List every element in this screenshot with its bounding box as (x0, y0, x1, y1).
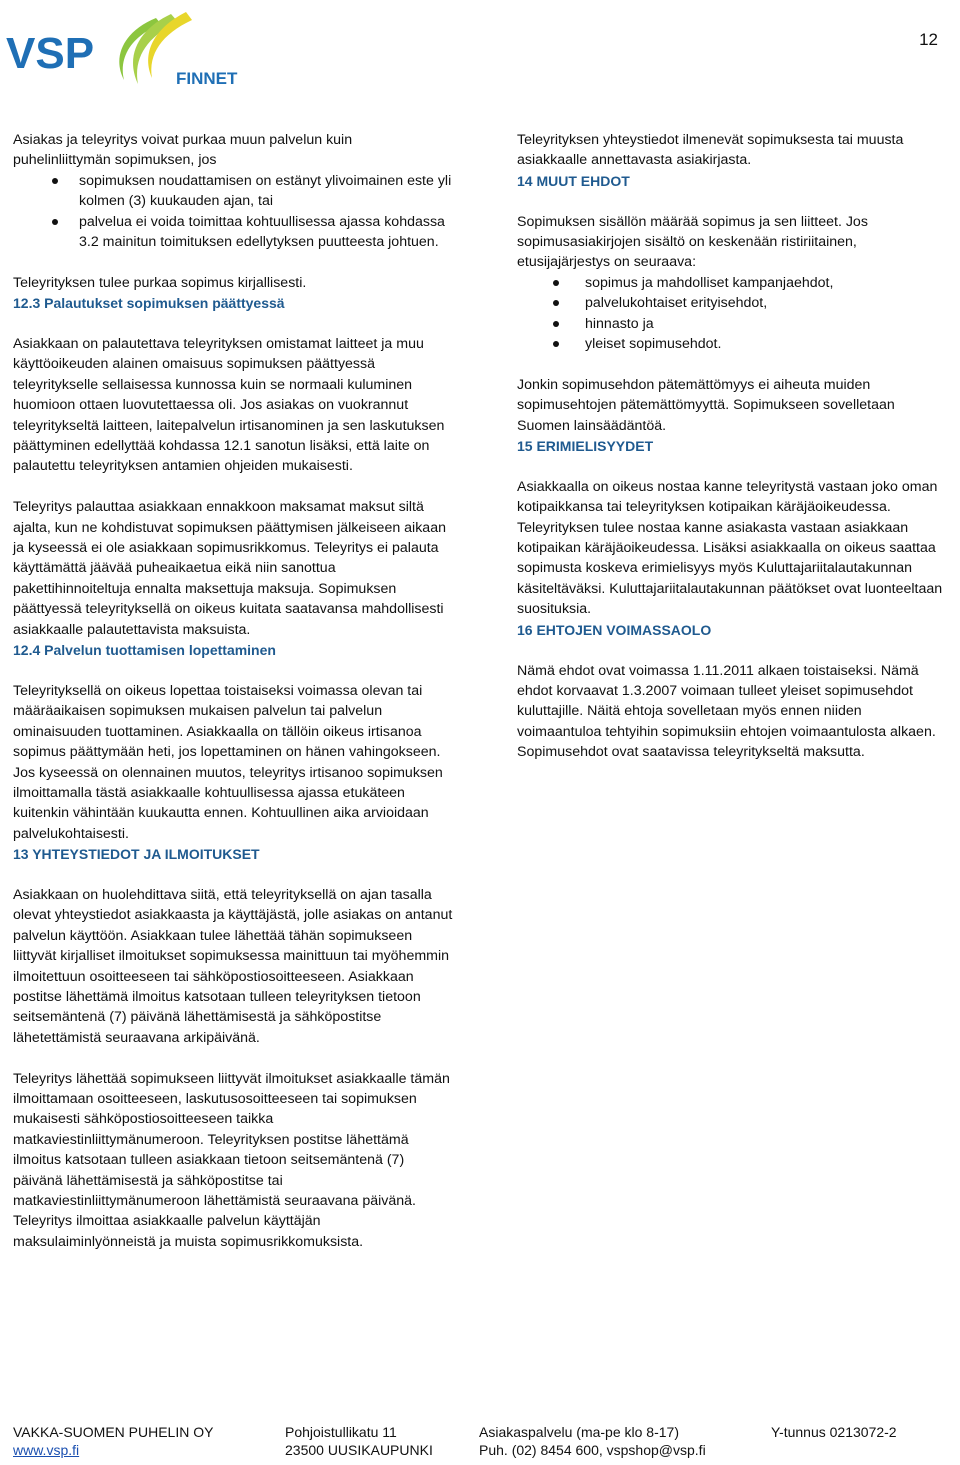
termination-conditions-list (13, 171, 453, 253)
list-item: sopimuksen noudattamisen on estänyt ylivoimainen este yli kolmen (3) kuukauden ajan, tai (13, 171, 453, 212)
section-12-4-heading: 12.4 Palvelun tuottamisen lopettaminen (13, 642, 276, 659)
precedence-order-list (517, 273, 949, 355)
section-15-paragraph: Asiakkaalla on oikeus nostaa kanne teleyritystä vastaan joko oman kotipaikkansa tai teleyrityksen kotipaikan käräjäoikeudessa. Teleyrityksen tulee nostaa kanne asiakasta vastaan asiakkaan kotipaikan käräjäoikeudessa. Lisäksi asiakkaalla on oikeus saattaa sopimusta koskeva erimielisyys myös Kuluttajariitalautakunnan käsiteltäväksi. Kuluttajariitalautakunnan päätökset ovat luonteeltaan suosituksia. (517, 478, 943, 618)
list-item: sopimus ja mahdolliset kampanjaehdot, (517, 273, 949, 293)
list-item: palvelua ei voida toimittaa kohtuullisessa ajassa kohdassa 3.2 mainitun toimituksen edellytyksen puutteesta johtuen. (13, 212, 453, 253)
section-14-heading: 14 MUUT EHDOT (517, 172, 630, 189)
footer-service-hours: Asiakaspalvelu (ma-pe klo 8-17) (479, 1424, 679, 1440)
list-item: yleiset sopimusehdot. (517, 334, 949, 354)
section-14-paragraph-2: Jonkin sopimusehdon pätemättömyys ei aiheuta muiden sopimusehtojen pätemättömyyttä. Sopimukseen sovelletaan Suomen lainsäädäntöä. (517, 376, 895, 434)
logo-vsp-text: VSP (6, 29, 95, 78)
contact-info-paragraph: Teleyrityksen yhteystiedot ilmenevät sopimuksesta tai muusta asiakkaalle annettavasta asiakirjasta. (517, 132, 904, 169)
footer-address-block (285, 1423, 433, 1459)
footer-street: Pohjoistullikatu 11 (285, 1424, 397, 1440)
footer-company-block (13, 1423, 213, 1459)
right-column (517, 130, 949, 763)
section-15-heading: 15 ERIMIELISYYDET (517, 438, 654, 455)
intro-paragraph: Asiakas ja teleyritys voivat purkaa muun palvelun kuin puhelinliittymän sopimuksen, jos (13, 132, 353, 169)
left-column (13, 130, 453, 1252)
section-13-paragraph-1: Asiakkaan on huolehdittava siitä, että teleyrityksellä on ajan tasalla olevat yhteystiedot asiakkaasta ja käyttäjästä, jolle asiakas on antanut palvelun käyttöön. Asiakkaan tulee lähettää tähän sopimukseen liittyvät kirjalliset ilmoitukset sopimuksessa mainittuun tai myöhemmin ilmoitettuun osoitteeseen tai sähköpostiosoitteeseen. Asiakkaan postitse lähettämä ilmoitus katsotaan tulleen teleyrityksen tietoon seitsemäntenä (7) päivänä lähettämisestä ja sähköpostitse lähetettämistä seuraavana arkipäivänä. (13, 886, 453, 1046)
section-12-4-paragraph: Teleyrityksellä on oikeus lopettaa toistaiseksi voimassa olevan tai määräaikaisen sopimuksen mukaisen palvelun tai palvelun ominaisuuden tuottaminen. Asiakkaalla on tällöin oikeus irtisanoa sopimus päättymään heti, jos lopettaminen on hänen vahingokseen. Jos kyseessä on olennainen muutos, teleyritys irtisanoo sopimuksen ilmoittamalla tästä asiakkaalle kohtuullisessa ajassa etukäteen kuitenkin vähintään kuukautta ennen. Kohtuullinen aika arvioidaan palvelukohtaisesti. (13, 682, 443, 842)
section-12-3-paragraph-2: Teleyritys palauttaa asiakkaan ennakkoon maksamat maksut siltä ajalta, kun ne kohdistuvat sopimuksen päättymisen jälkeiseen aikaan ja kyseessä ei ole asiakkaan sopimusrikkomus. Teleyritys ei palauta käyttämättä jäävää puheaikaetua eikä niin sanottua pakettihinnoiteltuja ennalta maksettuja maksuja. Sopimuksen päättyessä teleyrityksellä on oikeus kuitata saatavansa mahdollisesti asiakkaalle palautettavista maksuista. (13, 499, 446, 638)
section-14-paragraph-1: Sopimuksen sisällön määrää sopimus ja sen liitteet. Jos sopimusasiakirjojen sisältö on keskenään ristiriitainen, etusijajärjestys on seuraava: (517, 213, 868, 271)
written-termination-note: Teleyrityksen tulee purkaa sopimus kirjallisesti. (13, 274, 307, 291)
logo-finnet-text: FINNET (176, 69, 238, 88)
section-16-heading: 16 EHTOJEN VOIMASSAOLO (517, 621, 712, 638)
footer-business-id: Y-tunnus 0213072-2 (771, 1424, 897, 1440)
footer-service-block (479, 1423, 706, 1459)
section-13-paragraph-2: Teleyritys lähettää sopimukseen liittyvät ilmoitukset asiakkaalle tämän ilmoittamaan osoitteeseen, laskutusosoitteeseen tai sopimuksen mukaisesti sähköpostiosoitteeseen taikka matkaviestinliittymänumeroon. Teleyrityksen postitse lähettämä ilmoitus katsotaan tulleen asiakkaan tietoon seitsemäntenä (7) päivänä lähettämisestä ja sähköpostitse tai matkaviestinliittymänumeroon lähettämistä seuraavana päivänä. Teleyritys ilmoittaa asiakkaalle palvelun käyttäjän maksulaiminlyönneistä ja muista sopimusrikkomuksista. (13, 1070, 450, 1250)
section-12-3-heading: 12.3 Palautukset sopimuksen päättyessä (13, 295, 285, 312)
section-12-3-paragraph-1: Asiakkaan on palautettava teleyrityksen omistamat laitteet ja muu käyttöoikeuden alainen omaisuus sopimuksen päättyessä teleyritykselle sellaisessa kunnossa kuin se normaali kuluminen huomioon ottaen luovutettaessa oli. Jos asiakas on vuokrannut teleyritykseltä laitteen, laitepalvelun irtisanominen ja sen laskutuksen päättyminen edellyttää kohdassa 12.1 sanotun lisäksi, että laite on palautettu teleyrityksen antamien ohjeiden mukaisesti. (13, 336, 445, 475)
list-item: palvelukohtaiset erityisehdot, (517, 293, 949, 313)
footer-company-name: VAKKA-SUOMEN PUHELIN OY (13, 1424, 214, 1440)
list-item: hinnasto ja (517, 314, 949, 334)
footer-business-id-block (771, 1423, 897, 1441)
footer-phone-email: Puh. (02) 8454 600, vspshop@vsp.fi (479, 1442, 706, 1458)
section-13-heading: 13 YHTEYSTIEDOT JA ILMOITUKSET (13, 846, 260, 863)
footer-city: 23500 UUSIKAUPUNKI (285, 1442, 433, 1458)
footer-website-link[interactable]: www.vsp.fi (13, 1442, 80, 1458)
section-16-paragraph: Nämä ehdot ovat voimassa 1.11.2011 alkaen toistaiseksi. Nämä ehdot korvaavat 1.3.2007 voimaan tulleet yleiset sopimusehdot kuluttajille. Näitä ehtoja sovelletaan myös ennen niiden voimaantuloa tehtyihin sopimuksiin ehtojen voimaantulosta alkaen. Sopimusehdot ovat saatavissa teleyritykseltä maksutta. (517, 662, 936, 761)
vsp-finnet-logo (6, 10, 246, 90)
page-number: 12 (919, 30, 938, 49)
